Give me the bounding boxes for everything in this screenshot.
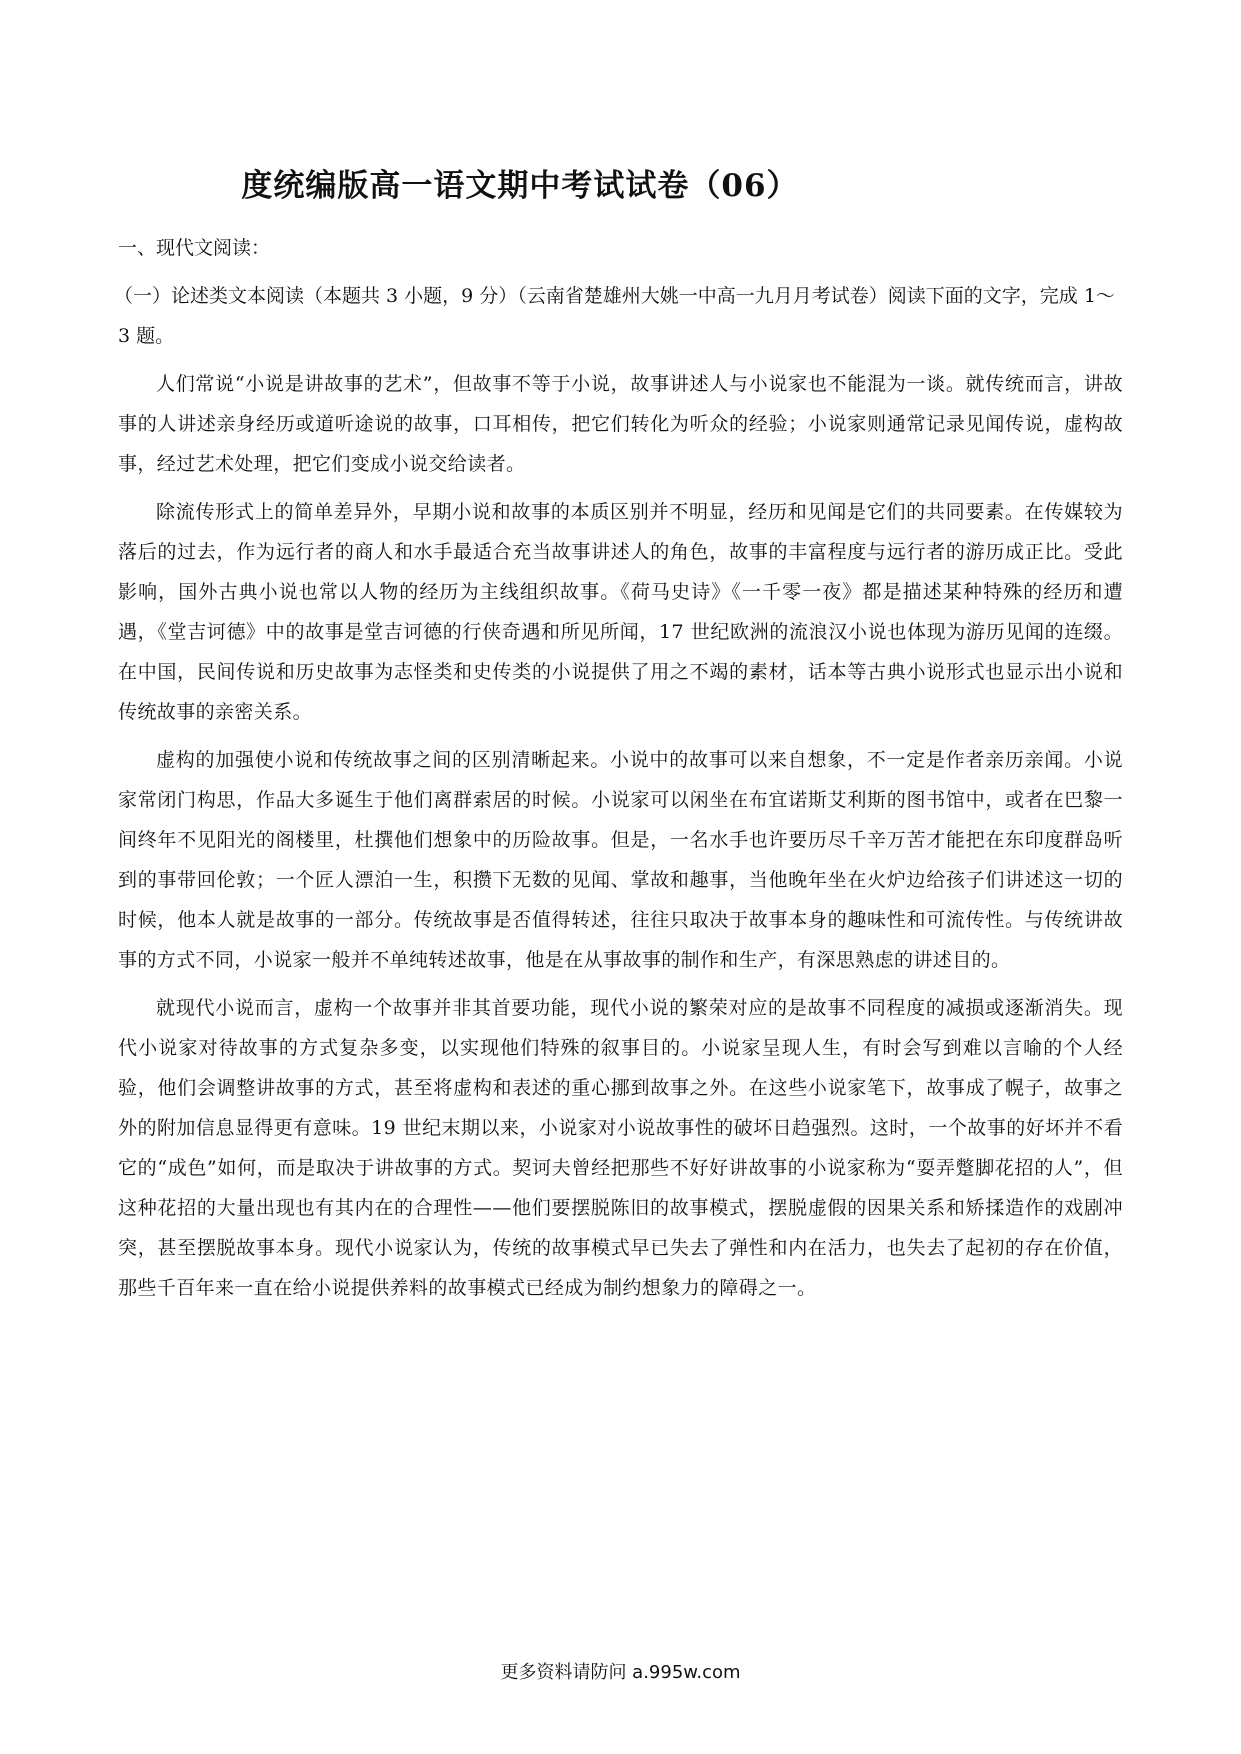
- footer-watermark: 更多资料请防问 a.995w.com: [500, 1662, 741, 1683]
- question-intro: （一）论述类文本阅读（本题共 3 小题，9 分）（云南省楚雄州大姚一中高一九月月考试卷）阅读下面的文字，完成 1～3 题。: [114, 285, 1115, 347]
- page-title: 度统编版高一语文期中考试试卷（06）: [241, 168, 799, 204]
- paragraph-2: 除流传形式上的简单差异外，早期小说和故事的本质区别并不明显，经历和见闻是它们的共同要素。在传媒较为落后的过去，作为远行者的商人和水手最适合充当故事讲述人的角色，故事的丰富程度与远行者的游历成正比。受此影响，国外古典小说也常以人物的经历为主线组织故事。《荷马史诗》《一千零一夜》都是描述某种特殊的经历和遭遇，《堂吉诃德》中的故事是堂吉诃德的行侠奇遇和所见所闻，17 世纪欧洲的流浪汉小说也体现为游历见闻的连缀。在中国，民间传说和历史故事为志怪类和史传类的小说提供了用之不竭的素材，话本等古典小说形式也显示出小说和传统故事的亲密关系。: [118, 501, 1123, 723]
- paragraph-3: 虚构的加强使小说和传统故事之间的区别清晰起来。小说中的故事可以来自想象，不一定是作者亲历亲闻。小说家常闭门构思，作品大多诞生于他们离群索居的时候。小说家可以闲坐在布宜诺斯艾利斯的图书馆中，或者在巴黎一间终年不见阳光的阁楼里，杜撰他们想象中的历险故事。但是，一名水手也许要历尽千辛万苦才能把在东印度群岛听到的事带回伦敦；一个匠人漂泊一生，积攒下无数的见闻、掌故和趣事，当他晚年坐在火炉边给孩子们讲述这一切的时候，他本人就是故事的一部分。传统故事是否值得转述，往往只取决于故事本身的趣味性和可流传性。与传统讲故事的方式不同，小说家一般并不单纯转述故事，他是在从事故事的制作和生产，有深思熟虑的讲述目的。: [118, 749, 1123, 971]
- reading-section: [114, 228, 1123, 1316]
- section-heading: 一、现代文阅读：: [118, 237, 271, 259]
- paragraph-4: 就现代小说而言，虚构一个故事并非其首要功能，现代小说的繁荣对应的是故事不同程度的减损或逐渐消失。现代小说家对待故事的方式复杂多变，以实现他们特殊的叙事目的。小说家呈现人生，有时会写到难以言喻的个人经验，他们会调整讲故事的方式，甚至将虚构和表述的重心挪到故事之外。在这些小说家笔下，故事成了幌子，故事之外的附加信息显得更有意味。19 世纪末期以来，小说家对小说故事性的破坏日趋强烈。这时，一个故事的好坏并不看它的“成色”如何，而是取决于讲故事的方式。契诃夫曾经把那些不好好讲故事的小说家称为“耍弄蹩脚花招的人”，但这种花招的大量出现也有其内在的合理性——他们要摆脱陈旧的故事模式，摆脱虚假的因果关系和矫揉造作的戏剧冲突，甚至摆脱故事本身。现代小说家认为，传统的故事模式早已失去了弹性和内在活力，也失去了起初的存在价值，那些千百年来一直在给小说提供养料的故事模式已经成为制约想象力的障碍之一。: [118, 997, 1123, 1299]
- paragraph-1: 人们常说“小说是讲故事的艺术”，但故事不等于小说，故事讲述人与小说家也不能混为一谈。就传统而言，讲故事的人讲述亲身经历或道听途说的故事，口耳相传，把它们转化为听众的经验；小说家则通常记录见闻传说，虚构故事，经过艺术处理，把它们变成小说交给读者。: [118, 373, 1123, 475]
